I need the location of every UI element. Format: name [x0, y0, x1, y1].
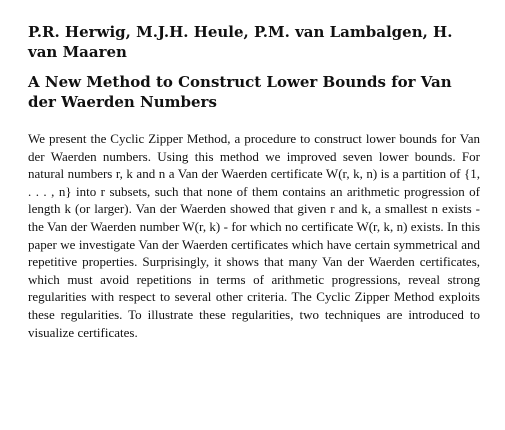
paper-page [28, 22, 480, 341]
author-list: P.R. Herwig, M.J.H. Heule, P.M. van Lambalgen, H. van Maaren [28, 23, 453, 61]
paper-title: A New Method to Construct Lower Bounds for Van der Waerden Numbers [28, 73, 452, 111]
abstract-text: We present the Cyclic Zipper Method, a procedure to construct lower bounds for Van der Waerden numbers. Using this method we improved seven lower bounds. For natural numbers r, k and n a Van der Waerden certificate W(r, k, n) is a partition of {1, . . . , n} into r subsets, such that none of them contains an arithmetic progression of length k (or larger). Van der Waerden showed that given r and k, a smallest n exists - the Van der Waerden number W(r, k) - for which no certificate W(r, k, n) exists. In this paper we investigate Van der Waerden certificates which have certain symmetrical and repetitive properties. Surprisingly, it shows that many Van der Waerden certificates, which must avoid repetitions in terms of arithmetic progressions, reveal strong regularities with respect to several other criteria. The Cyclic Zipper Method exploits these regularities. To illustrate these regularities, two techniques are introduced to visualize certificates. [28, 131, 480, 340]
